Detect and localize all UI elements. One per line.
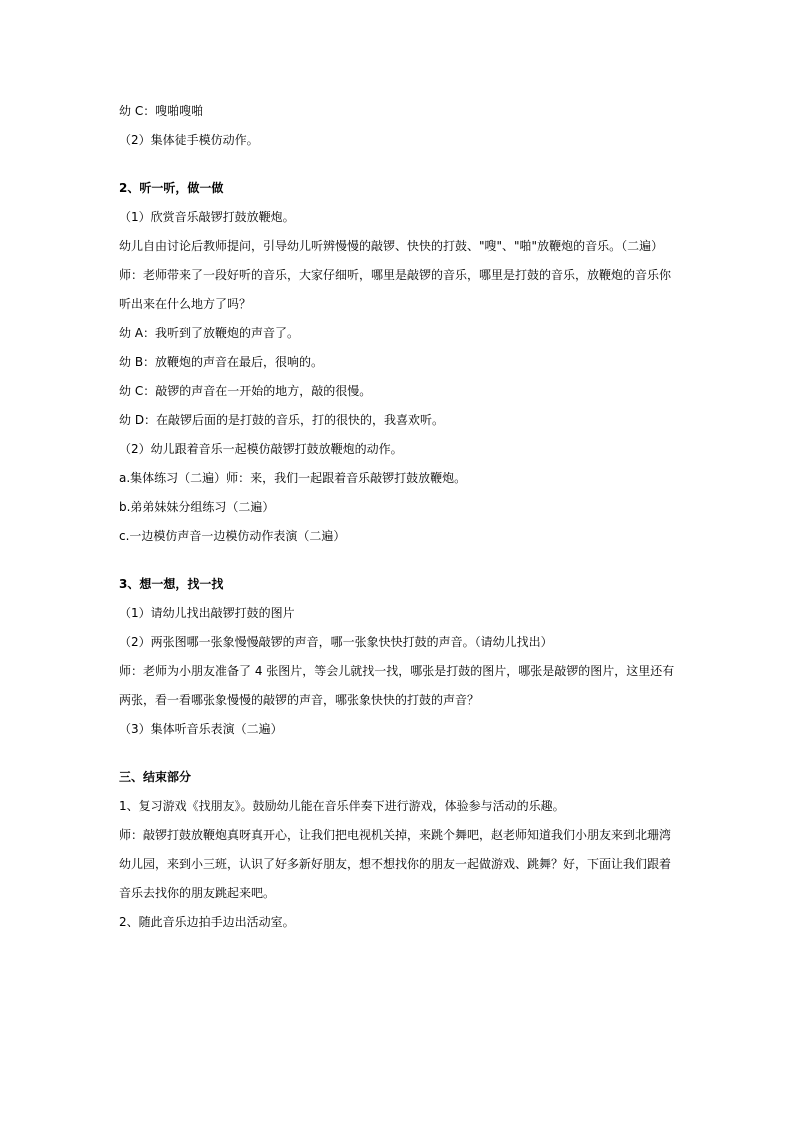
- text-line: 音乐去找你的朋友跳起来吧。: [119, 886, 276, 900]
- text-line: 两张，看一看哪张象慢慢的敲锣的声音，哪张象快快的打鼓的声音？: [119, 693, 480, 707]
- text-line: 幼 B：放鞭炮的声音在最后，很响的。: [119, 355, 324, 369]
- text-line: 1、复习游戏《找朋友》。鼓励幼儿能在音乐伴奏下进行游戏，体验参与活动的乐趣。: [119, 799, 565, 813]
- text-line: （1）欣赏音乐敲锣打鼓放鞭炮。: [119, 210, 295, 224]
- text-line: （3）集体听音乐表演（二遍）: [119, 722, 283, 736]
- section-heading: 2、听一听，做一做: [119, 181, 224, 195]
- text-line: 2、随此音乐边拍手边出活动室。: [119, 915, 295, 929]
- text-line: c.一边模仿声音一边模仿动作表演（二遍）: [119, 529, 346, 543]
- text-line: 幼儿园，来到小三班，认识了好多新好朋友，想不想找你的朋友一起做游戏、跳舞？好，下面让我们跟着: [119, 857, 672, 871]
- text-line: 幼 C：敲锣的声音在一开始的地方，敲的很慢。: [119, 384, 372, 398]
- text-line: 幼儿自由讨论后教师提问，引导幼儿听辨慢慢的敲锣、快快的打鼓、"嗖"、"啪"放鞭炮的音乐。（二遍）: [119, 239, 664, 253]
- text-line: a.集体练习（二遍）师：来，我们一起跟着音乐敲锣打鼓放鞭炮。: [119, 471, 467, 485]
- text-line: （2）两张图哪一张象慢慢敲锣的声音，哪一张象快快打鼓的声音。（请幼儿找出）: [119, 635, 553, 649]
- text-line: （2）幼儿跟着音乐一起模仿敲锣打鼓放鞭炮的动作。: [119, 442, 403, 456]
- text-line: 师：敲锣打鼓放鞭炮真呀真开心，让我们把电视机关掉，来跳个舞吧，赵老师知道我们小朋友来到北珊湾: [119, 828, 672, 842]
- text-line: （1）请幼儿找出敲锣打鼓的图片: [119, 606, 295, 620]
- text-line: 幼 D：在敲锣后面的是打鼓的音乐，打的很快的，我喜欢听。: [119, 413, 445, 427]
- text-line: 幼 C：嗖啪嗖啪: [119, 104, 204, 118]
- text-line: （2）集体徒手模仿动作。: [119, 133, 259, 147]
- section-heading: 三、结束部分: [119, 770, 192, 784]
- section-heading: 3、想一想，找一找: [119, 577, 224, 591]
- text-line: 师：老师为小朋友准备了 4 张图片，等会儿就找一找，哪张是打鼓的图片，哪张是敲锣的图片，这里还有: [119, 664, 675, 678]
- text-line: b.弟弟妹妹分组练习（二遍）: [119, 500, 275, 514]
- text-line: 幼 A：我听到了放鞭炮的声音了。: [119, 326, 300, 340]
- text-line: 师：老师带来了一段好听的音乐，大家仔细听，哪里是敲锣的音乐，哪里是打鼓的音乐，放鞭炮的音乐你: [119, 268, 672, 282]
- text-line: 听出来在什么地方了吗？: [119, 297, 252, 311]
